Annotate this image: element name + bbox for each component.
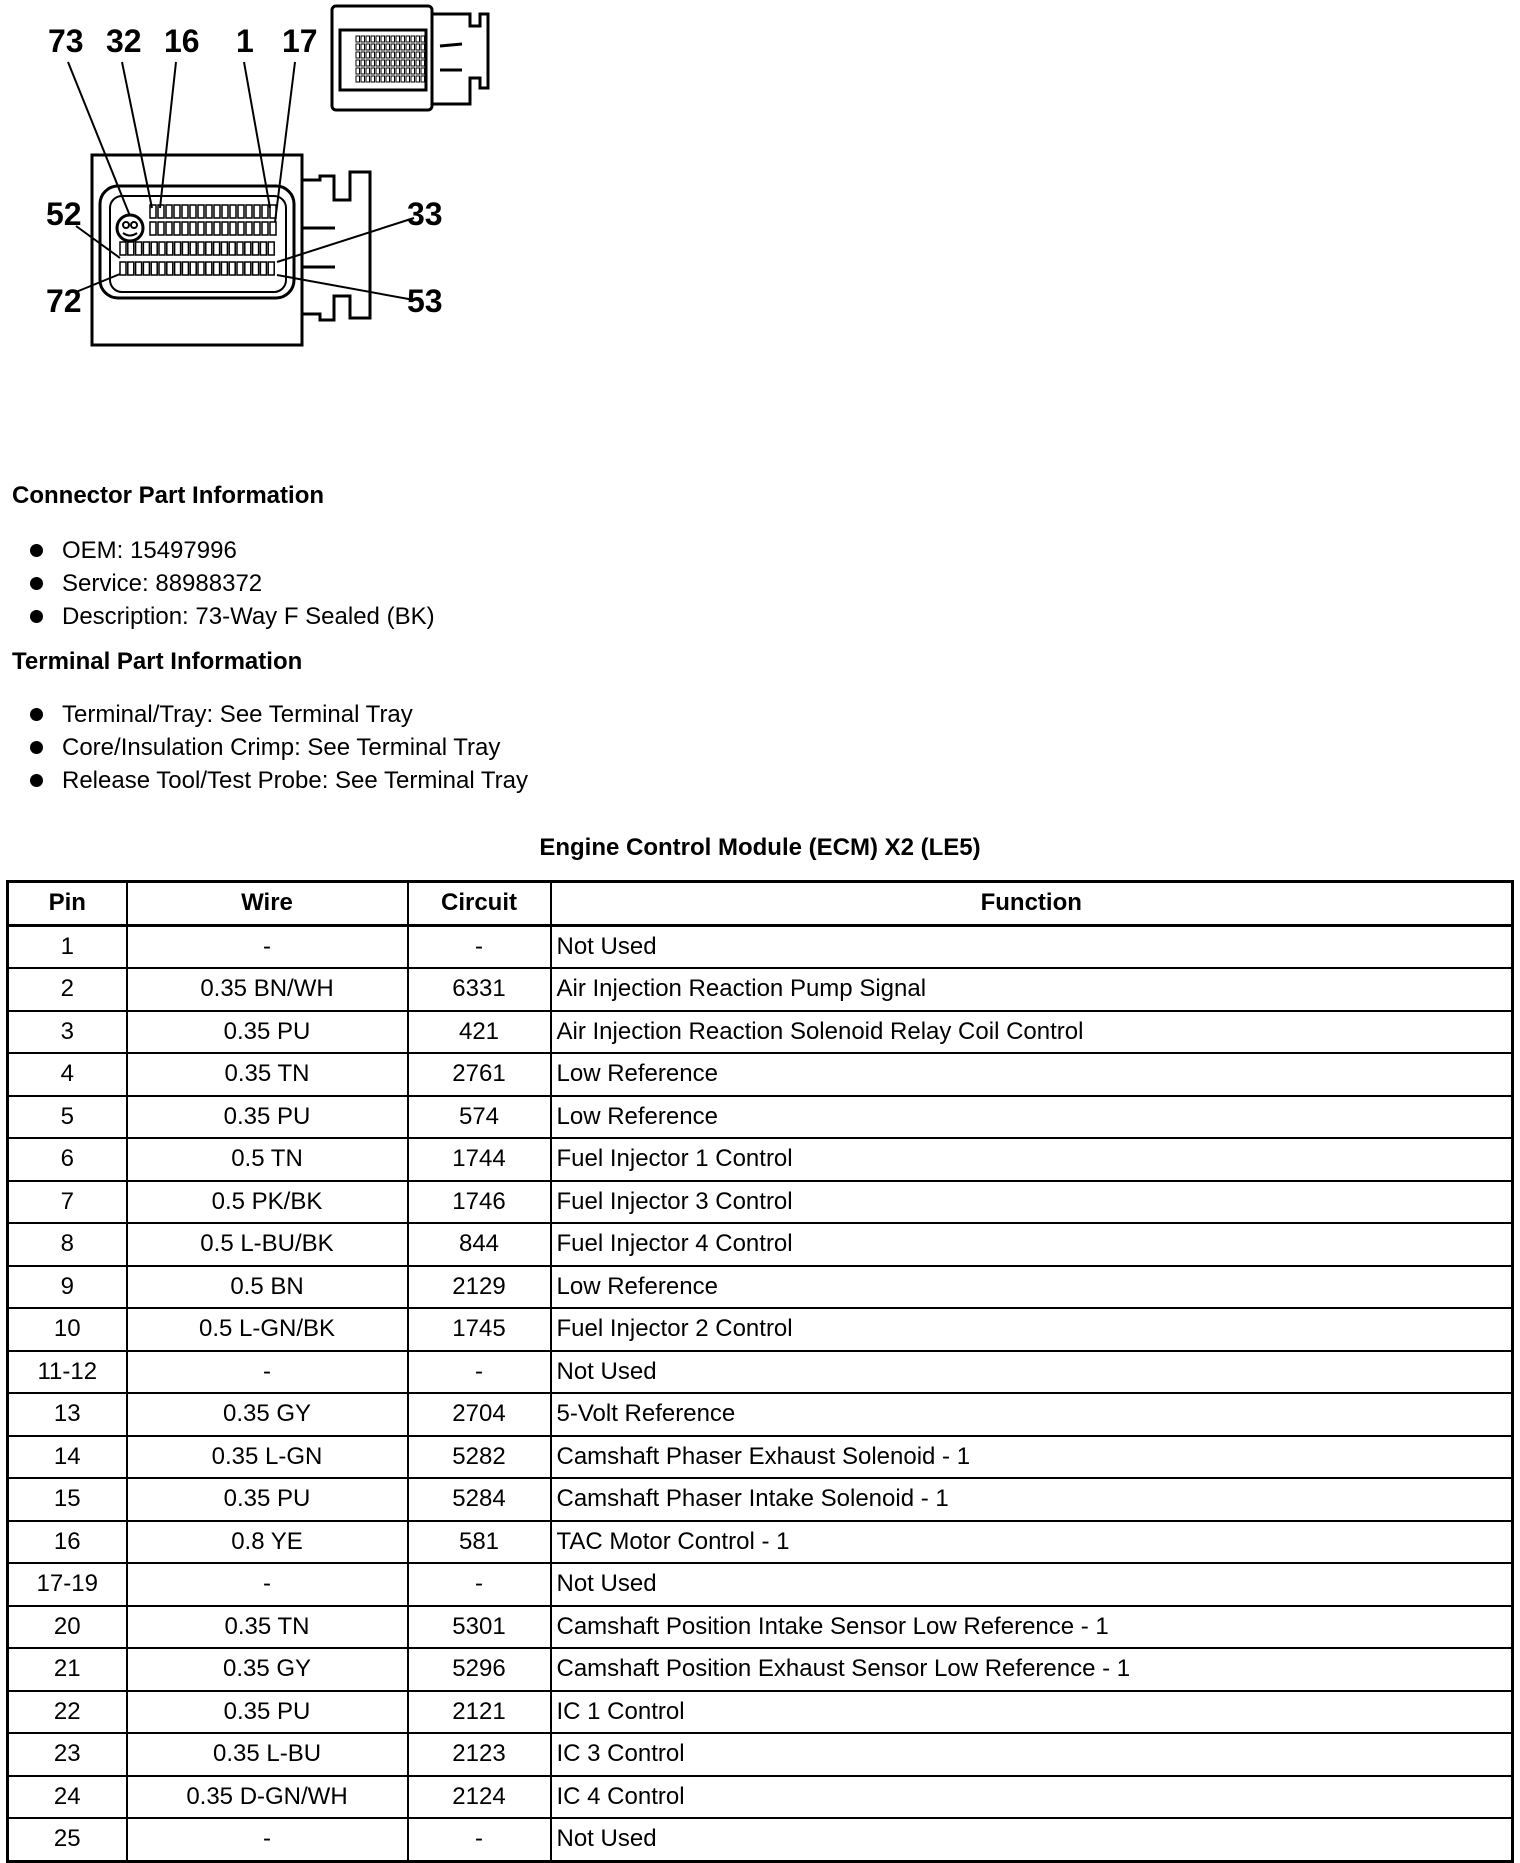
cell-function: TAC Motor Control - 1 [551,1521,1513,1564]
pin-cavity [406,52,410,58]
header-function: Function [551,882,1513,926]
pin-cavity [386,52,390,58]
pin-cavity [381,76,385,82]
cell-wire: 0.35 L-GN [127,1436,408,1479]
pin-cavity [371,44,375,50]
cell-circuit: 2129 [408,1266,551,1309]
cell-circuit: - [408,1351,551,1394]
cell-circuit: 844 [408,1223,551,1266]
cell-function: Fuel Injector 4 Control [551,1223,1513,1266]
connector-pin-grid [120,205,276,275]
pin-cavity [391,44,395,50]
pin-cavity [406,36,410,42]
cell-pin: 9 [8,1266,127,1309]
pin-cavity [254,205,260,218]
table-row [8,1733,1513,1776]
connector-diagram [0,0,760,400]
pin-cavity [421,44,425,50]
cell-function: Low Reference [551,1266,1513,1309]
pin-cavity [366,68,370,74]
pin-cavity [411,52,415,58]
list-item: Service: 88988372 [30,567,435,600]
pin-cavity [253,242,259,255]
pin-cavity [198,222,204,235]
pin-cavity [361,52,365,58]
pin-cavity [159,242,165,255]
pin-cavity [366,36,370,42]
cell-pin: 3 [8,1011,127,1054]
cell-pin: 16 [8,1521,127,1564]
header-pin: Pin [8,882,127,926]
pin-cavity [166,205,172,218]
pin-cavity [421,76,425,82]
cell-wire: - [127,1818,408,1861]
pin-cavity [182,205,188,218]
pin-cavity [254,222,260,235]
cell-pin: 6 [8,1138,127,1181]
pin-cavity [206,262,212,275]
pin-cavity [167,242,173,255]
connector-part-list [30,534,435,633]
table-row [8,1053,1513,1096]
pin-cavity [391,36,395,42]
cell-wire: 0.35 GY [127,1648,408,1691]
cell-wire: 0.8 YE [127,1521,408,1564]
pin-cavity [150,222,156,235]
pin-cavity [356,36,360,42]
pin-label-1: 1 [236,23,254,59]
cell-wire: - [127,1563,408,1606]
pin-label-52: 52 [46,196,82,232]
cell-circuit: 2761 [408,1053,551,1096]
pin-cavity [158,222,164,235]
pin-cavity [229,242,235,255]
pin-cavity [401,60,405,66]
header-wire: Wire [127,882,408,926]
pin-cavity [356,52,360,58]
cell-wire: 0.35 PU [127,1011,408,1054]
pin-cavity [120,242,126,255]
pin-cavity [376,76,380,82]
pin-cavity [371,76,375,82]
cell-wire: 0.35 TN [127,1053,408,1096]
cell-function: Fuel Injector 1 Control [551,1138,1513,1181]
pin-cavity [416,60,420,66]
table-row [8,1393,1513,1436]
pin-cavity [198,242,204,255]
cell-wire: 0.35 BN/WH [127,968,408,1011]
cell-circuit: 5296 [408,1648,551,1691]
pin-cavity [386,60,390,66]
pin-cavity [206,222,212,235]
pin-cavity [198,205,204,218]
pin-cavity [381,44,385,50]
terminal-part-list [30,698,528,797]
cell-circuit: 1746 [408,1181,551,1224]
cell-function: IC 4 Control [551,1776,1513,1819]
table-row [8,1266,1513,1309]
cell-function: IC 3 Control [551,1733,1513,1776]
cell-function: Not Used [551,1563,1513,1606]
cell-function: IC 1 Control [551,1691,1513,1734]
pin-cavity [406,60,410,66]
pin-cavity [366,52,370,58]
pin-cavity [416,68,420,74]
pin-cavity [381,60,385,66]
pin-label-53: 53 [407,283,443,319]
connector-part-title: Connector Part Information [12,482,325,509]
table-row [8,1181,1513,1224]
pin-cavity [175,242,181,255]
pin-cavity [381,68,385,74]
list-item: Release Tool/Test Probe: See Terminal Tray [30,764,528,797]
pin-cavity [190,262,196,275]
pin-cavity [396,36,400,42]
pin-cavity [246,205,252,218]
pin-cavity [182,262,188,275]
pin-cavity [260,242,266,255]
cell-pin: 14 [8,1436,127,1479]
cell-pin: 7 [8,1181,127,1224]
pin-cavity [366,60,370,66]
pin-cavity [361,60,365,66]
cell-wire: 0.5 L-BU/BK [127,1223,408,1266]
pin-cavity [222,222,228,235]
pin-cavity [391,76,395,82]
pin-cavity [416,36,420,42]
header-circuit: Circuit [408,882,551,926]
cell-pin: 4 [8,1053,127,1096]
pin-cavity [411,44,415,50]
pin-cavity [411,68,415,74]
cell-function: Not Used [551,1351,1513,1394]
pin-cavity [386,68,390,74]
cell-function: Camshaft Position Exhaust Sensor Low Reference - 1 [551,1648,1513,1691]
pin-cavity [366,44,370,50]
table-row [8,1138,1513,1181]
cell-function: Low Reference [551,1096,1513,1139]
table-title: Engine Control Module (ECM) X2 (LE5) [539,834,981,861]
cell-function: Air Injection Reaction Pump Signal [551,968,1513,1011]
pin-cavity [416,76,420,82]
cell-function: Air Injection Reaction Solenoid Relay Coil Control [551,1011,1513,1054]
cell-wire: 0.35 D-GN/WH [127,1776,408,1819]
pin-cavity [136,242,142,255]
cell-circuit: 421 [408,1011,551,1054]
pin-cavity [356,60,360,66]
pin-cavity [260,262,266,275]
table-row [8,1606,1513,1649]
cell-function: 5-Volt Reference [551,1393,1513,1436]
pin-cavity [230,205,236,218]
pin-cavity [206,242,212,255]
cell-pin: 24 [8,1776,127,1819]
pin-cavity [128,262,134,275]
pin-cavity [151,262,157,275]
pin-cavity [386,44,390,50]
pin-cavity [128,242,134,255]
pin-cavity [421,36,425,42]
pin-cavity [237,262,243,275]
cell-pin: 21 [8,1648,127,1691]
pin-label-16: 16 [164,23,200,59]
cell-circuit: 2123 [408,1733,551,1776]
pin-cavity [198,262,204,275]
list-item: Terminal/Tray: See Terminal Tray [30,698,528,731]
pin-cavity [206,205,212,218]
pin-cavity [416,52,420,58]
cell-pin: 2 [8,968,127,1011]
cell-circuit: 2124 [408,1776,551,1819]
cell-circuit: 5301 [408,1606,551,1649]
pin-cavity [190,242,196,255]
pin-cavity [238,205,244,218]
pin-cavity [253,262,259,275]
cell-circuit: - [408,925,551,968]
pin-cavity [411,36,415,42]
pin-cavity [371,52,375,58]
table-row [8,1096,1513,1139]
pin-cavity [391,60,395,66]
cell-function: Camshaft Position Intake Sensor Low Reference - 1 [551,1606,1513,1649]
pin-label-72: 72 [46,283,82,319]
cell-circuit: 574 [408,1096,551,1139]
pin-cavity [411,76,415,82]
table-row [8,1308,1513,1351]
pin-cavity [401,44,405,50]
pin-cavity [371,68,375,74]
pin-cavity [214,222,220,235]
cell-circuit: 5284 [408,1478,551,1521]
cell-circuit: 1745 [408,1308,551,1351]
cell-function: Camshaft Phaser Intake Solenoid - 1 [551,1478,1513,1521]
pin-cavity [376,44,380,50]
cell-circuit: 6331 [408,968,551,1011]
table-row [8,925,1513,968]
pin-cavity [167,262,173,275]
pin-cavity [366,76,370,82]
cell-wire: 0.5 BN [127,1266,408,1309]
cell-wire: 0.5 PK/BK [127,1181,408,1224]
pin-cavity [268,242,274,255]
pin-cavity [262,205,268,218]
pin-cavity [143,262,149,275]
cell-wire: 0.35 L-BU [127,1733,408,1776]
pin-cavity [401,36,405,42]
pin-cavity [237,242,243,255]
cell-wire: 0.35 PU [127,1691,408,1734]
pin-cavity [356,76,360,82]
pin-cavity [396,52,400,58]
pin-cavity [371,60,375,66]
pin-cavity [421,60,425,66]
cell-pin: 5 [8,1096,127,1139]
table-row [8,1563,1513,1606]
cell-wire: - [127,925,408,968]
pin-cavity [268,262,274,275]
pin-cavity [381,52,385,58]
cell-pin: 25 [8,1818,127,1861]
table-row [8,1478,1513,1521]
terminal-part-title: Terminal Part Information [12,648,303,675]
cell-pin: 20 [8,1606,127,1649]
cell-wire: 0.35 PU [127,1096,408,1139]
cell-circuit: 581 [408,1521,551,1564]
cell-circuit: 5282 [408,1436,551,1479]
pin-cavity [174,205,180,218]
list-item: OEM: 15497996 [30,534,435,567]
pin-cavity [396,60,400,66]
pin-cavity [421,52,425,58]
pin-cavity [136,262,142,275]
pin-cavity [381,36,385,42]
cell-pin: 10 [8,1308,127,1351]
pin-cavity [270,222,276,235]
pin-cavity [214,205,220,218]
cell-pin: 17-19 [8,1563,127,1606]
pin-cavity [221,262,227,275]
pin-cavity [214,262,220,275]
pin-cavity [401,68,405,74]
pin-cavity [406,68,410,74]
pin-cavity [391,52,395,58]
pin-cavity [182,222,188,235]
pin-cavity [416,44,420,50]
table-row [8,1818,1513,1861]
pin-cavity [245,262,251,275]
pin-cavity [361,76,365,82]
pin-cavity [245,242,251,255]
pin-cavity [238,222,244,235]
table-row [8,1648,1513,1691]
table-row [8,1521,1513,1564]
cell-function: Low Reference [551,1053,1513,1096]
cell-pin: 22 [8,1691,127,1734]
table-row [8,1691,1513,1734]
pin-cavity [376,68,380,74]
pin-label-33: 33 [407,196,443,232]
pin-label-17: 17 [282,23,318,59]
pin-cavity [376,52,380,58]
pin-cavity [411,60,415,66]
pin-cavity [421,68,425,74]
pin-cavity [246,222,252,235]
pin-cavity [222,205,228,218]
pin-cavity [143,242,149,255]
pin-label-73: 73 [48,23,84,59]
pin-cavity [229,262,235,275]
pin-cavity [401,52,405,58]
pin-cavity [396,68,400,74]
pin-cavity [361,44,365,50]
cell-wire: 0.35 PU [127,1478,408,1521]
pin-cavity [166,222,172,235]
cell-circuit: 2121 [408,1691,551,1734]
pin-cavity [406,44,410,50]
table-row [8,968,1513,1011]
table-row [8,1436,1513,1479]
cell-function: Not Used [551,1818,1513,1861]
pin-cavity [120,262,126,275]
cell-pin: 13 [8,1393,127,1436]
table-row [8,1776,1513,1819]
pin-cavity [356,44,360,50]
cell-function: Fuel Injector 2 Control [551,1308,1513,1351]
pin-cavity [182,242,188,255]
pin-cavity [174,222,180,235]
cell-wire: 0.35 GY [127,1393,408,1436]
cell-wire: - [127,1351,408,1394]
pin-cavity [391,68,395,74]
pin-cavity [221,242,227,255]
table-row [8,1223,1513,1266]
pin-cavity [376,60,380,66]
cell-pin: 11-12 [8,1351,127,1394]
cell-function: Fuel Injector 3 Control [551,1181,1513,1224]
cell-circuit: 2704 [408,1393,551,1436]
cell-wire: 0.5 TN [127,1138,408,1181]
pin-label-32: 32 [106,23,142,59]
cell-pin: 15 [8,1478,127,1521]
pin-cavity [262,222,268,235]
pin-cavity [361,68,365,74]
cell-pin: 23 [8,1733,127,1776]
pin-cavity [190,222,196,235]
list-item: Core/Insulation Crimp: See Terminal Tray [30,731,528,764]
cell-function: Not Used [551,925,1513,968]
pin-cavity [230,222,236,235]
pin-cavity [406,76,410,82]
pin-cavity [371,36,375,42]
pin-cavity [401,76,405,82]
pin-cavity [396,76,400,82]
pin-cavity [175,262,181,275]
cell-pin: 1 [8,925,127,968]
cell-wire: 0.5 L-GN/BK [127,1308,408,1351]
cell-function: Camshaft Phaser Exhaust Solenoid - 1 [551,1436,1513,1479]
connector-3d-pins [356,36,425,82]
pin-cavity [159,262,165,275]
table-row [8,1011,1513,1054]
table-header-row [8,882,1513,926]
cell-wire: 0.35 TN [127,1606,408,1649]
table-row [8,1351,1513,1394]
pin-cavity [214,242,220,255]
pin-cavity [190,205,196,218]
list-item: Description: 73-Way F Sealed (BK) [30,600,435,633]
pin-cavity [386,76,390,82]
pin-cavity [376,36,380,42]
pin-cavity [356,68,360,74]
pinout-table [6,880,1514,1863]
pin-cavity [151,242,157,255]
cell-pin: 8 [8,1223,127,1266]
pin-cavity [386,36,390,42]
cell-circuit: - [408,1818,551,1861]
cell-circuit: - [408,1563,551,1606]
cell-circuit: 1744 [408,1138,551,1181]
pin-cavity [361,36,365,42]
pin-cavity [396,44,400,50]
